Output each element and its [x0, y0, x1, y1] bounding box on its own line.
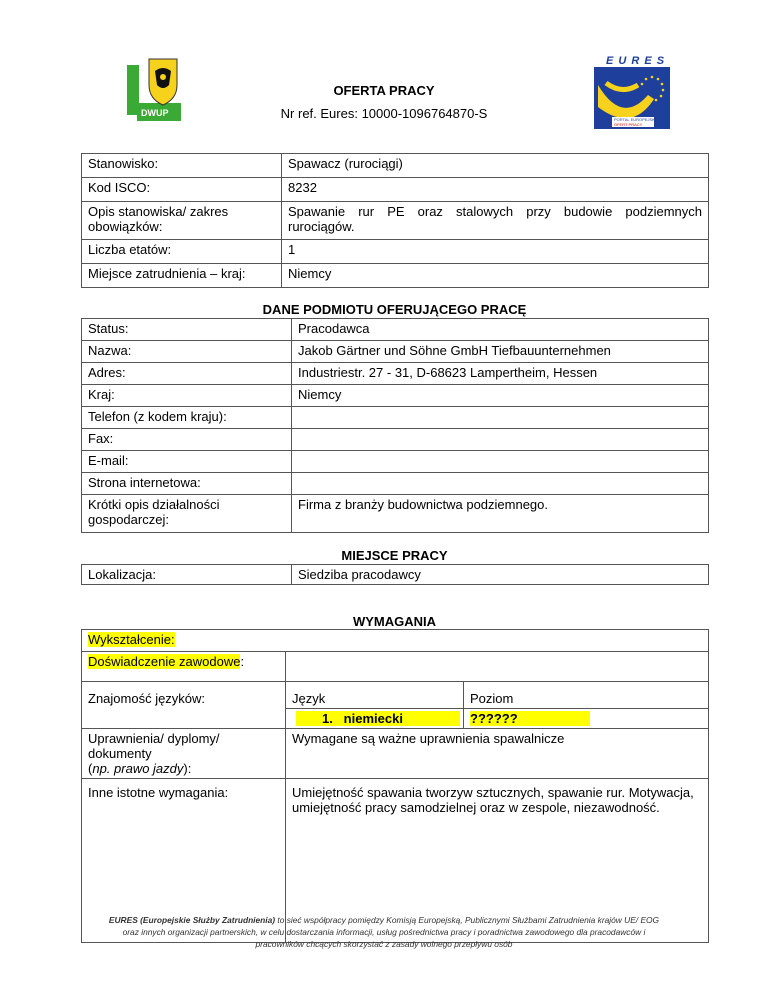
licenses-label-line-1: Uprawnienia/ dyplomy/ dokumenty — [88, 731, 220, 761]
employer-country-label: Kraj: — [82, 385, 292, 407]
country-label: Miejsce zatrudnienia – kraj: — [82, 264, 282, 288]
table-row — [82, 264, 709, 288]
licenses-value: Wymagane są ważne uprawnienia spawalnicze — [286, 729, 709, 779]
status-value: Pracodawca — [292, 319, 709, 341]
business-description-label: Krótki opis działalności gospodarczej: — [82, 495, 292, 533]
footer-line-1 — [60, 914, 708, 926]
job-description-line-1: Spawanie rur PE oraz stalowych przy budowie podziemnych — [288, 204, 702, 219]
page-title: OFERTA PRACY — [333, 83, 435, 98]
licenses-label-close-paren: ): — [183, 761, 192, 776]
table-row — [82, 407, 709, 429]
experience-value — [286, 652, 709, 682]
website-label: Strona internetowa: — [82, 473, 292, 495]
licenses-label-open-paren: ( — [88, 761, 93, 776]
employer-name-label: Nazwa: — [82, 341, 292, 363]
job-description-value — [282, 202, 709, 240]
website-value — [292, 473, 709, 495]
fax-label: Fax: — [82, 429, 292, 451]
employer-table — [81, 318, 709, 533]
workplace-table — [81, 564, 709, 585]
address-label: Adres: — [82, 363, 292, 385]
table-row — [82, 429, 709, 451]
employer-heading: DANE PODMIOTU OFERUJĄCEGO PRACĘ — [262, 302, 527, 317]
table-row — [82, 341, 709, 363]
isco-label: Kod ISCO: — [82, 178, 282, 202]
experience-label: Doświadczenie zawodowe — [88, 654, 241, 669]
table-row — [82, 451, 709, 473]
table-row — [82, 682, 709, 709]
job-description-label: Opis stanowiska/ zakres obowiązków: — [82, 202, 282, 240]
level-1: ?????? — [470, 711, 590, 726]
address-value: Industriestr. 27 - 31, D-68623 Lampertheim, Hessen — [292, 363, 709, 385]
job-position-value: Spawacz (rurociągi) — [282, 154, 709, 178]
licenses-label-example: np. prawo jazdy — [92, 761, 184, 776]
footer-line-3: pracowników chcących skorzystać z zasady wolnego przepływu osób — [255, 939, 513, 949]
experience-cell — [82, 652, 286, 682]
workplace-heading: MIEJSCE PRACY — [341, 548, 448, 563]
language-1: 1. niemiecki — [296, 711, 460, 726]
requirements-heading: WYMAGANIA — [352, 614, 437, 629]
email-label: E-mail: — [82, 451, 292, 473]
requirements-table — [81, 629, 709, 943]
business-description-value: Firma z branży budownictwa podziemnego. — [292, 495, 709, 533]
fax-value — [292, 429, 709, 451]
level-col-header: Poziom — [464, 682, 709, 709]
phone-label: Telefon (z kodem kraju): — [82, 407, 292, 429]
table-row — [82, 473, 709, 495]
education-label: Wykształcenie: — [88, 632, 175, 647]
location-value: Siedziba pracodawcy — [292, 565, 709, 585]
language-col-header: Język — [286, 682, 464, 709]
table-row — [82, 385, 709, 407]
phone-value — [292, 407, 709, 429]
isco-value: 8232 — [282, 178, 709, 202]
job-description-line-2: rurociągów. — [288, 219, 355, 234]
table-row — [82, 178, 709, 202]
job-table — [81, 153, 709, 288]
table-row — [82, 729, 709, 779]
table-row — [82, 154, 709, 178]
eures-tagline-2: OFERT PRACY — [614, 122, 643, 127]
positions-count-label: Liczba etatów: — [82, 240, 282, 264]
experience-colon: : — [240, 654, 245, 669]
eures-logo — [592, 55, 674, 133]
table-row — [82, 202, 709, 240]
location-label: Lokalizacja: — [82, 565, 292, 585]
table-row — [82, 565, 709, 585]
dwup-logo — [115, 55, 195, 127]
table-row — [82, 630, 709, 652]
employer-country-value: Niemcy — [292, 385, 709, 407]
level-1-cell — [464, 709, 709, 729]
table-row — [82, 363, 709, 385]
footer-eures-name: EURES (Europejskie Służby Zatrudnienia) — [108, 915, 276, 925]
education-cell — [82, 630, 709, 652]
employer-name-value: Jakob Gärtner und Söhne GmbH Tiefbauunternehmen — [292, 341, 709, 363]
table-row — [82, 652, 709, 682]
languages-label: Znajomość języków: — [82, 682, 286, 729]
other-requirements-value: Umiejętność spawania tworzyw sztucznych, spawanie rur. Motywacja, umiejętność pracy samodzielnej oraz w zespole, niezawodność. — [286, 779, 709, 943]
job-position-label: Stanowisko: — [82, 154, 282, 178]
positions-count-value: 1 — [282, 240, 709, 264]
footer-line-1-text: to sieć współpracy pomiędzy Komisją Europejską, Publicznymi Służbami Zatrudnienia krajów UE/ EOG — [275, 915, 660, 925]
country-value: Niemcy — [282, 264, 709, 288]
eures-logo-text: E U R E S — [606, 55, 666, 67]
email-value — [292, 451, 709, 473]
other-requirements-label: Inne istotne wymagania: — [82, 779, 286, 943]
status-label: Status: — [82, 319, 292, 341]
table-row — [82, 240, 709, 264]
licenses-label — [82, 729, 286, 779]
licenses-label-line-2 — [88, 761, 279, 776]
dwup-logo-text: DWUP — [141, 108, 169, 118]
footer — [60, 914, 708, 950]
language-1-cell — [286, 709, 464, 729]
eures-tagline-1: PORTAL EUROPEJSKICH — [614, 117, 662, 122]
footer-line-2: oraz innych organizacji partnerskich, w celu dostarczania informacji, usług pośrednictwa pracy i poradnictwa zawodowego dla pracodawców i — [122, 927, 646, 937]
table-row — [82, 495, 709, 533]
table-row — [82, 319, 709, 341]
reference-number: Nr ref. Eures: 10000-1096764870-S — [280, 106, 488, 121]
